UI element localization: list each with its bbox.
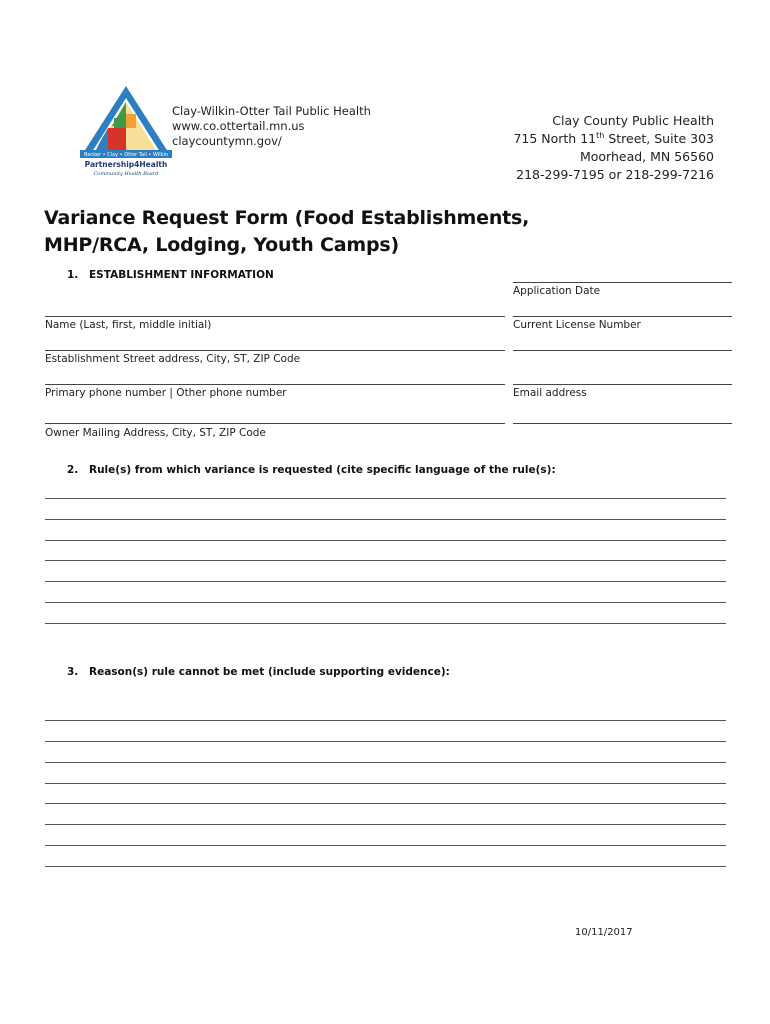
current-license-input[interactable] — [513, 316, 732, 317]
triangle-logo-icon — [78, 84, 174, 180]
page-title-line-1: Variance Request Form (Food Establishments, — [44, 207, 530, 229]
reason-line-6[interactable] — [45, 824, 726, 825]
logo-banner-text: Becker • Clay • Otter Tail • Wilkin — [83, 152, 169, 158]
email-label: Email address — [513, 387, 587, 399]
reason-line-2[interactable] — [45, 741, 726, 742]
phone-input[interactable] — [45, 384, 505, 385]
name-input[interactable] — [45, 316, 505, 317]
logo-subtitle: Community Health Board — [93, 171, 159, 177]
reason-line-7[interactable] — [45, 845, 726, 846]
rule-line-6[interactable] — [45, 602, 726, 603]
phone-label: Primary phone number | Other phone number — [45, 387, 287, 399]
current-license-label: Current License Number — [513, 319, 641, 331]
section-2-heading: 2. Rule(s) from which variance is requested (cite specific language of the rule(s): — [67, 464, 556, 476]
rule-line-4[interactable] — [45, 560, 726, 561]
page-title — [44, 205, 564, 259]
owner-address-label: Owner Mailing Address, City, ST, ZIP Code — [45, 427, 266, 439]
owner-address-input[interactable] — [45, 423, 505, 424]
left-org-website-1[interactable]: www.co.ottertail.mn.us — [172, 119, 305, 133]
partnership4health-logo — [78, 84, 174, 180]
page-title-line-2: MHP/RCA, Lodging, Youth Camps) — [44, 234, 399, 256]
application-date-label: Application Date — [513, 285, 601, 297]
logo-name: Partnership4Health — [84, 160, 168, 169]
street-address-label: Establishment Street address, City, ST, ZIP Code — [45, 353, 301, 365]
reason-line-4[interactable] — [45, 783, 726, 784]
section-3-heading: 3. Reason(s) rule cannot be met (include supporting evidence): — [67, 666, 450, 678]
email-input[interactable] — [513, 384, 732, 385]
right-org-block — [513, 112, 714, 184]
reason-line-1[interactable] — [45, 720, 726, 721]
blank-right-input[interactable] — [513, 350, 732, 351]
rule-line-1[interactable] — [45, 498, 726, 499]
rule-line-2[interactable] — [45, 519, 726, 520]
blank-right-input-2[interactable] — [513, 423, 732, 424]
right-org-street: 715 North 11th Street, Suite 303 — [513, 130, 714, 146]
section-1-heading: 1. ESTABLISHMENT INFORMATION — [67, 269, 274, 281]
rule-line-7[interactable] — [45, 623, 726, 624]
application-date-input[interactable] — [513, 282, 732, 283]
left-org-name: Clay-Wilkin-Otter Tail Public Health — [172, 104, 371, 118]
reason-line-3[interactable] — [45, 762, 726, 763]
revision-date: 10/11/2017 — [575, 927, 633, 938]
left-org-block — [172, 104, 371, 149]
rule-line-5[interactable] — [45, 581, 726, 582]
street-address-input[interactable] — [45, 350, 505, 351]
reason-line-8[interactable] — [45, 866, 726, 867]
left-org-website-2[interactable]: claycountymn.gov/ — [172, 134, 282, 148]
right-org-city: Moorhead, MN 56560 — [579, 149, 714, 164]
name-label: Name (Last, first, middle initial) — [45, 319, 212, 331]
reason-line-5[interactable] — [45, 803, 726, 804]
right-org-name: Clay County Public Health — [552, 113, 714, 128]
right-org-phones: 218-299-7195 or 218-299-7216 — [516, 167, 714, 182]
rule-line-3[interactable] — [45, 540, 726, 541]
